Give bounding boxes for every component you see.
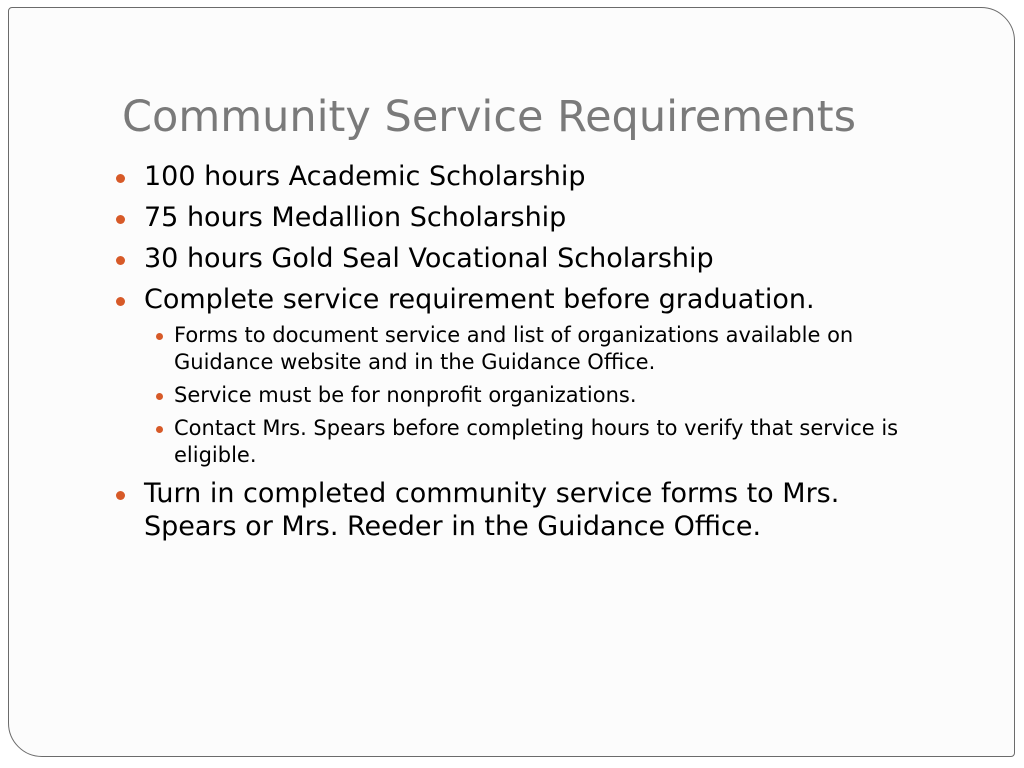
sub-bullet-dot-icon <box>156 333 163 340</box>
bullet-text: 100 hours Academic Scholarship <box>144 161 586 192</box>
bullet-dot-icon <box>116 174 125 183</box>
bullet-dot-icon <box>116 215 125 224</box>
bullet-item <box>112 201 912 234</box>
bullet-item <box>112 160 912 193</box>
sub-bullet-dot-icon <box>156 393 163 400</box>
slide-title: Community Service Requirements <box>122 92 857 142</box>
bullet-item <box>112 283 912 469</box>
bullet-item <box>112 242 912 275</box>
sub-bullet-list <box>144 322 912 469</box>
bullet-text: Complete service requirement before graduation. <box>144 284 815 315</box>
bullet-dot-icon <box>116 256 125 265</box>
sub-bullet-item <box>144 382 912 409</box>
sub-bullet-dot-icon <box>156 426 163 433</box>
sub-bullet-text: Forms to document service and list of organizations available on Guidance website and in the Guidance Office. <box>174 323 854 374</box>
bullet-item <box>112 477 912 543</box>
bullet-text: Turn in completed community service forms to Mrs. Spears or Mrs. Reeder in the Guidance Office. <box>144 478 840 542</box>
sub-bullet-item <box>144 322 912 376</box>
bullet-dot-icon <box>116 297 125 306</box>
bullet-list <box>112 160 912 543</box>
sub-bullet-text: Service must be for nonprofit organizations. <box>174 383 637 407</box>
sub-bullet-text: Contact Mrs. Spears before completing hours to verify that service is eligible. <box>174 416 899 467</box>
sub-bullet-item <box>144 415 912 469</box>
bullet-text: 30 hours Gold Seal Vocational Scholarship <box>144 243 714 274</box>
slide-body <box>112 160 912 551</box>
bullet-text: 75 hours Medallion Scholarship <box>144 202 567 233</box>
bullet-dot-icon <box>116 491 125 500</box>
